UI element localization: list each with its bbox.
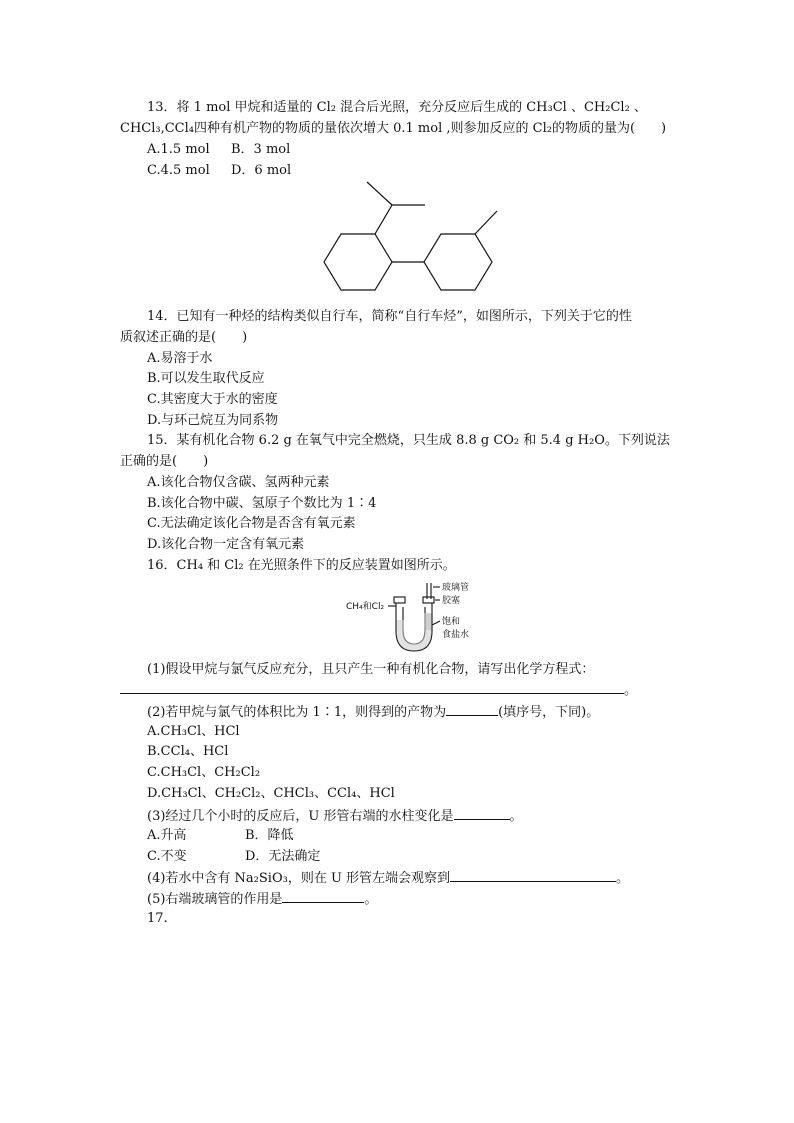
q14-option-c: C.其密度大于水的密度 [147,392,278,407]
leader-line-brine [432,621,440,625]
q15-line1: 15．某有机化合物 6.2 g 在氧气中完全燃烧，只生成 8.8 g CO₂ 和 5.4 g H₂O。下列说法 [147,433,670,448]
answer-blank-3[interactable] [454,806,510,820]
q13-line2: CHCl₃,CCl₄四种有机产物的物质的量依次增大 0.1 mol ,则参加反应的 Cl₂的物质的量为( ) [120,121,667,136]
answer-blank-5[interactable] [282,889,364,903]
q15-line2: 正确的是( ) [120,454,209,469]
q16-part2-option-b: B.CCl₄、HCl [147,744,229,759]
q16-part2-option-d: D.CH₃Cl、CH₂Cl₂、CHCl₃、CCl₄、HCl [147,786,395,801]
u-tube-inner-wall [403,607,425,644]
q13-option-d: D．6 mol [231,163,292,178]
q14-line2: 质叙述正确的是( ) [120,330,248,345]
q13-option-c: C.4.5 mol [147,163,210,178]
q15-option-b: B.该化合物中碳、氢原子个数比为 1∶4 [147,496,377,511]
q16-part2-option-a: A.CH₃Cl、HCl [147,724,240,739]
q16-part4: (4)若水中含有 Na₂SiO₃，则在 U 形管左端会观察到 。 [147,868,629,888]
q15-option-d: D.该化合物一定含有氧元素 [147,537,305,552]
q14-option-b: B.可以发生取代反应 [147,371,265,386]
q13-line1: 13．将 1 mol 甲烷和适量的 Cl₂ 混合后光照，充分反应后生成的 CH₃Cl 、CH₂Cl₂ 、 [147,100,647,115]
q16-part2: (2)若甲烷与氯气的体积比为 1∶1，则得到的产物为 (填序号，下同)。 [147,702,599,722]
q16-part1: (1)假设甲烷与氯气反应充分，且只产生一种有机化合物，请写出化学方程式： [147,662,595,677]
q14-option-d: D.与环己烷互为同系物 [147,413,279,428]
q16-part2-option-c: C.CH₃Cl、CH₂Cl₂ [147,765,261,780]
left-stopper [394,597,405,603]
q14-option-a: A.易溶于水 [147,351,213,366]
label-glass-tube: 玻璃管 [442,583,470,593]
label-gas-mixture: CH₄和Cl₂ [346,602,385,612]
q15-option-c: C.无法确定该化合物是否含有氧元素 [147,516,356,531]
right-stopper [423,597,434,603]
q16-part5: (5)右端玻璃管的作用是 。 [147,889,377,909]
q13-option-b: B．3 mol [231,142,291,157]
answer-blank-1[interactable] [120,680,624,694]
q15-option-a: A.该化合物仅含碳、氢两种元素 [147,475,330,490]
label-brine: 食盐水 [442,630,470,640]
q16-part1-answer-line: 。 [120,680,637,700]
label-saturated: 饱和 [442,617,461,627]
q16-part3: (3)经过几个小时的反应后，U 形管右端的水柱变化是 。 [147,806,523,826]
q16-part3-option-d: D．无法确定 [245,849,321,864]
q14-line1: 14．已知有一种烃的结构类似自行车，简称“自行车烃”，如图所示，下列关于它的性 [147,309,632,324]
q13-option-a: A.1.5 mol [147,142,210,157]
q16-stem: 16．CH₄ 和 Cl₂ 在光照条件下的反应装置如图所示。 [147,558,456,573]
answer-blank-4[interactable] [450,868,616,882]
q16-part3-option-b: B．降低 [245,828,294,843]
answer-blank-2[interactable] [446,702,498,716]
q16-part3-option-c: C.不变 [147,849,187,864]
q16-part3-option-a: A.升高 [147,828,187,843]
u-tube-brine-fill [397,613,432,651]
label-stopper: 胶塞 [442,596,461,606]
q17-number: 17. [147,911,168,926]
